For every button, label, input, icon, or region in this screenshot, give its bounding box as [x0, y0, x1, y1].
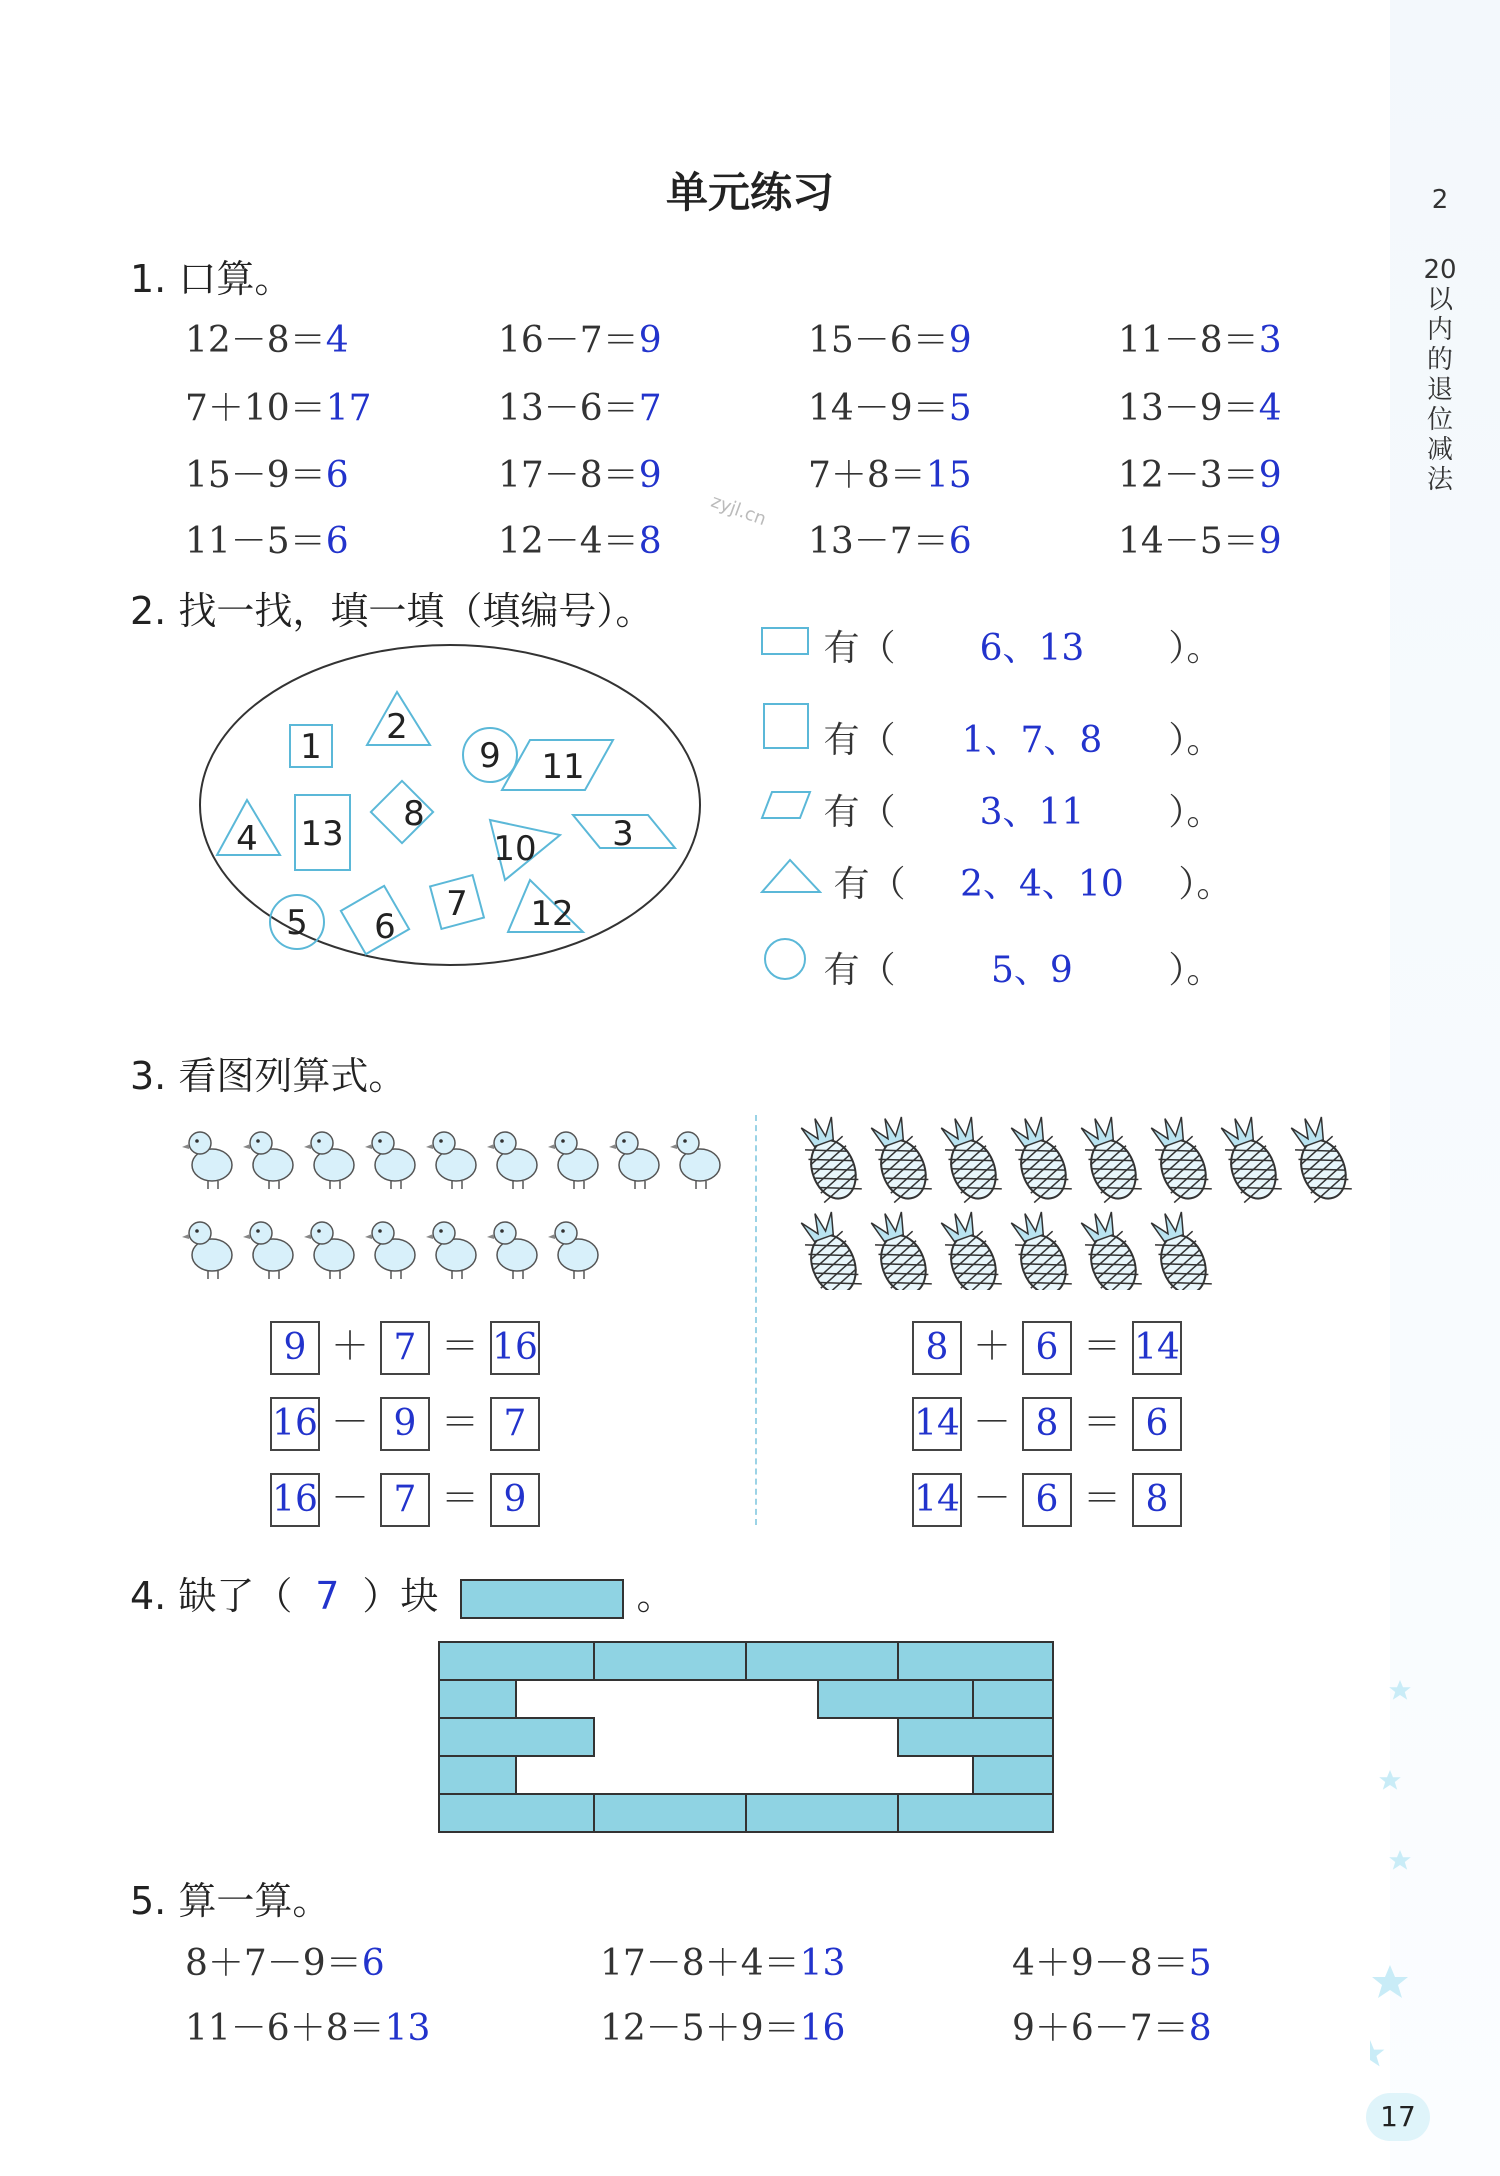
answer-box: 6 [1132, 1397, 1182, 1451]
pineapple-icon [1215, 1111, 1283, 1204]
triangle-icon [760, 856, 822, 896]
q4-question [130, 1565, 675, 1620]
equation-row [270, 1315, 540, 1391]
pineapple-icon [1145, 1206, 1213, 1290]
answer: 6 [361, 1943, 385, 1984]
star-decoration [1370, 1680, 1470, 2160]
shape-num-2: 2 [386, 707, 408, 747]
equation-row [270, 1391, 540, 1467]
answer-value: 3、11 [979, 792, 1085, 833]
answer-pre: 有（ [833, 864, 906, 905]
brick [594, 1642, 746, 1680]
operator: ＝ [440, 1324, 479, 1368]
operator: － [330, 1400, 369, 1444]
shape-num-3: 3 [612, 814, 634, 854]
chapter-title-3: 的 [1426, 345, 1453, 375]
answer-row-parallelogram [760, 784, 1232, 856]
answer: 17 [325, 388, 372, 429]
star-icon [1389, 1680, 1411, 1700]
answer: 9 [948, 320, 972, 361]
calc-item [1012, 1935, 1212, 1986]
pineapples-figure [795, 1105, 1355, 1290]
oral-calc-item [808, 312, 972, 363]
chick-icon [426, 1222, 476, 1279]
circle-icon [760, 936, 812, 982]
answer-pre: 有（ [823, 792, 896, 833]
expression: 12－4＝ [498, 521, 639, 562]
q5-label: 5. 算一算。 [130, 1879, 331, 1923]
expression: 14－5＝ [1118, 521, 1259, 562]
chapter-title-7: 法 [1426, 465, 1453, 495]
pineapple-icon [1285, 1111, 1353, 1204]
brick [439, 1680, 516, 1718]
chick-icon [548, 1132, 598, 1189]
operator: ＋ [972, 1324, 1011, 1368]
shape-num-5: 5 [286, 903, 308, 943]
shape-num-10: 10 [493, 829, 537, 869]
answer-row-triangle [760, 856, 1232, 936]
star-icon [1372, 1965, 1408, 1998]
shape-num-7: 7 [446, 884, 468, 924]
answer: 4 [325, 320, 349, 361]
answer-box: 6 [1022, 1321, 1072, 1375]
answer-box: 16 [490, 1321, 540, 1375]
answer-box: 7 [490, 1397, 540, 1451]
expression: 11－6＋8＝ [185, 2008, 385, 2049]
answer: 13 [799, 1943, 846, 1984]
square-icon [760, 702, 812, 752]
chick-icon [182, 1132, 232, 1189]
star-icon [1370, 2040, 1384, 2066]
shape-num-6: 6 [374, 907, 396, 947]
oral-calc-item [498, 312, 662, 363]
oral-calc-item [1118, 447, 1282, 498]
answer-box: 9 [490, 1473, 540, 1527]
answer-box: 7 [380, 1473, 430, 1527]
pineapple-icon [1005, 1111, 1073, 1204]
q2-label: 2. 找一找，填一填（填编号）。 [130, 589, 654, 633]
answer: 6 [948, 521, 972, 562]
equation-row [912, 1391, 1182, 1467]
pineapple-icon [865, 1206, 933, 1290]
page-title: 单元练习 [665, 168, 834, 217]
chapter-title-2: 内 [1426, 315, 1453, 345]
brick-icon [460, 1579, 624, 1619]
equation-row [912, 1315, 1182, 1391]
pineapple-icon [1005, 1206, 1073, 1290]
answer-pre: 有（ [823, 628, 896, 669]
operator: ＝ [440, 1476, 479, 1520]
pineapple-icon [935, 1111, 1003, 1204]
expression: 13－9＝ [1118, 388, 1259, 429]
answer-box: 6 [1022, 1473, 1072, 1527]
shape-num-4: 4 [236, 819, 258, 859]
operator: ＋ [330, 1324, 369, 1368]
answer-post: ）。 [1168, 950, 1223, 991]
expression: 7＋8＝ [808, 455, 926, 496]
pineapple-icon [1145, 1111, 1213, 1204]
answer: 9 [1258, 521, 1282, 562]
star-icon [1379, 1770, 1401, 1790]
q4-answer: 7 [315, 1574, 340, 1618]
q3-label: 3. 看图列算式。 [130, 1054, 407, 1098]
answer-pre: 有（ [823, 720, 896, 761]
answer-pre: 有（ [823, 950, 896, 991]
calc-item [1012, 2000, 1212, 2051]
expression: 11－5＝ [185, 521, 326, 562]
brick [818, 1680, 973, 1718]
brick [898, 1642, 1053, 1680]
answer-box: 9 [380, 1397, 430, 1451]
answer-box: 14 [1132, 1321, 1182, 1375]
oral-calc-item [1118, 312, 1282, 363]
q4-pre: 4. 缺了（ [130, 1574, 293, 1618]
brick-wall [437, 1640, 1057, 1840]
answer-box: 8 [1132, 1473, 1182, 1527]
equation-row [270, 1467, 540, 1543]
oral-calc-item [808, 380, 972, 431]
expression: 11－8＝ [1118, 320, 1259, 361]
chick-icon [243, 1132, 293, 1189]
expression: 17－8＝ [498, 455, 639, 496]
answer-box: 9 [270, 1321, 320, 1375]
answer-post: ）。 [1168, 720, 1223, 761]
shape-num-9: 9 [479, 736, 501, 776]
operator: ＝ [1082, 1476, 1121, 1520]
answer-value: 6、13 [979, 628, 1085, 669]
answer: 8 [638, 521, 662, 562]
brick [973, 1680, 1053, 1718]
operator: ＝ [1082, 1324, 1121, 1368]
answer: 3 [1258, 320, 1282, 361]
page-number: 17 [1366, 2093, 1430, 2141]
answer-box: 16 [270, 1473, 320, 1527]
brick [898, 1794, 1053, 1832]
answer: 4 [1258, 388, 1282, 429]
expression: 14－9＝ [808, 388, 949, 429]
calc-item [185, 1935, 385, 1986]
brick [746, 1794, 898, 1832]
answer-value: 2、4、10 [960, 864, 1124, 905]
chick-icon [548, 1222, 598, 1279]
operator: － [972, 1476, 1011, 1520]
answer-value: 5、9 [991, 950, 1073, 991]
pineapple-icon [795, 1206, 863, 1290]
oral-calc-item [185, 380, 372, 431]
expression: 15－6＝ [808, 320, 949, 361]
expression: 9＋6－7＝ [1012, 2008, 1189, 2049]
answer-post: ）。 [1168, 792, 1223, 833]
answer-value: 1、7、8 [961, 720, 1103, 761]
chick-icon [365, 1132, 415, 1189]
rectangle-icon [760, 620, 812, 660]
answer: 6 [325, 455, 349, 496]
calc-item [600, 1935, 845, 1986]
expression: 12－3＝ [1118, 455, 1259, 496]
oral-calc-item [808, 513, 972, 564]
answer: 15 [925, 455, 972, 496]
pineapple-icon [1075, 1111, 1143, 1204]
expression: 8＋7－9＝ [185, 1943, 362, 1984]
chapter-tab [1420, 185, 1460, 495]
answer-row-circle [760, 936, 1232, 1006]
answer: 16 [799, 2008, 846, 2049]
expression: 12－5＋9＝ [600, 2008, 800, 2049]
oral-calc-item [498, 447, 662, 498]
shape-num-11: 11 [541, 747, 585, 787]
shape-num-12: 12 [530, 894, 574, 934]
brick [439, 1718, 594, 1756]
shape-num-1: 1 [300, 727, 322, 767]
operator: ＝ [440, 1400, 479, 1444]
expression: 15－9＝ [185, 455, 326, 496]
expression: 12－8＝ [185, 320, 326, 361]
chicks-figure [180, 1115, 740, 1285]
right-equations [912, 1315, 1182, 1543]
oral-calc-item [498, 380, 662, 431]
answer: 5 [1188, 1943, 1212, 1984]
answer-box: 14 [912, 1397, 962, 1451]
divider [755, 1115, 757, 1525]
expression: 7＋10＝ [185, 388, 326, 429]
brick [439, 1756, 516, 1794]
brick [439, 1794, 594, 1832]
calc-item [185, 2000, 430, 2051]
operator: － [330, 1476, 369, 1520]
answer-post: ）。 [1168, 628, 1223, 669]
chick-icon [304, 1132, 354, 1189]
answer: 9 [1258, 455, 1282, 496]
answer-box: 8 [1022, 1397, 1072, 1451]
shape-num-13: 13 [300, 814, 344, 854]
expression: 4＋9－8＝ [1012, 1943, 1189, 1984]
answer-box: 16 [270, 1397, 320, 1451]
chick-icon [426, 1132, 476, 1189]
answer-row-square [760, 702, 1232, 784]
answer: 9 [638, 455, 662, 496]
answer: 5 [948, 388, 972, 429]
operator: － [972, 1400, 1011, 1444]
answer-box: 8 [912, 1321, 962, 1375]
brick [594, 1794, 746, 1832]
expression: 17－8＋4＝ [600, 1943, 800, 1984]
oral-calc-item [1118, 380, 1282, 431]
expression: 16－7＝ [498, 320, 639, 361]
expression: 13－7＝ [808, 521, 949, 562]
chick-icon [487, 1222, 537, 1279]
answer-row-rectangle [760, 620, 1232, 702]
q4-end: 。 [636, 1574, 675, 1618]
calc-item [600, 2000, 845, 2051]
chapter-title-0: 20 [1423, 255, 1457, 285]
chick-icon [670, 1132, 720, 1189]
chapter-title-5: 位 [1426, 405, 1453, 435]
answer-post: ）。 [1178, 864, 1233, 905]
q1-label: 1. 口算。 [130, 257, 293, 301]
shape-num-8: 8 [403, 794, 425, 834]
chick-icon [243, 1222, 293, 1279]
answer: 7 [638, 388, 662, 429]
answer: 13 [384, 2008, 431, 2049]
answer: 9 [638, 320, 662, 361]
oral-calc-item [1118, 513, 1282, 564]
chick-icon [182, 1222, 232, 1279]
star-icon [1389, 1850, 1411, 1870]
q2-answers [760, 620, 1232, 1006]
oral-calc-item [185, 447, 349, 498]
chick-icon [304, 1222, 354, 1279]
brick [973, 1756, 1053, 1794]
chapter-title-1: 以 [1426, 285, 1453, 315]
q4-post: ）块 [362, 1574, 439, 1618]
brick [746, 1642, 898, 1680]
left-equations [270, 1315, 540, 1543]
answer-box: 7 [380, 1321, 430, 1375]
equation-row [912, 1467, 1182, 1543]
operator: ＝ [1082, 1400, 1121, 1444]
oral-calc-item [185, 312, 349, 363]
pineapple-icon [865, 1111, 933, 1204]
answer: 8 [1188, 2008, 1212, 2049]
pineapple-icon [935, 1206, 1003, 1290]
chick-icon [609, 1132, 659, 1189]
brick [439, 1642, 594, 1680]
shapes-oval-figure [185, 640, 715, 970]
oral-calc-item [498, 513, 662, 564]
pineapple-icon [1075, 1206, 1143, 1290]
oral-calc-item [808, 447, 972, 498]
chapter-number: 2 [1431, 185, 1449, 215]
chick-icon [487, 1132, 537, 1189]
chapter-title-6: 减 [1426, 435, 1453, 465]
parallelogram-icon [760, 784, 812, 824]
pineapple-icon [795, 1111, 863, 1204]
brick [898, 1718, 1053, 1756]
answer: 6 [325, 521, 349, 562]
chapter-title-4: 退 [1426, 375, 1453, 405]
expression: 13－6＝ [498, 388, 639, 429]
chick-icon [365, 1222, 415, 1279]
answer-box: 14 [912, 1473, 962, 1527]
oral-calc-item [185, 513, 349, 564]
watermark: zyjl.cn [708, 490, 770, 531]
